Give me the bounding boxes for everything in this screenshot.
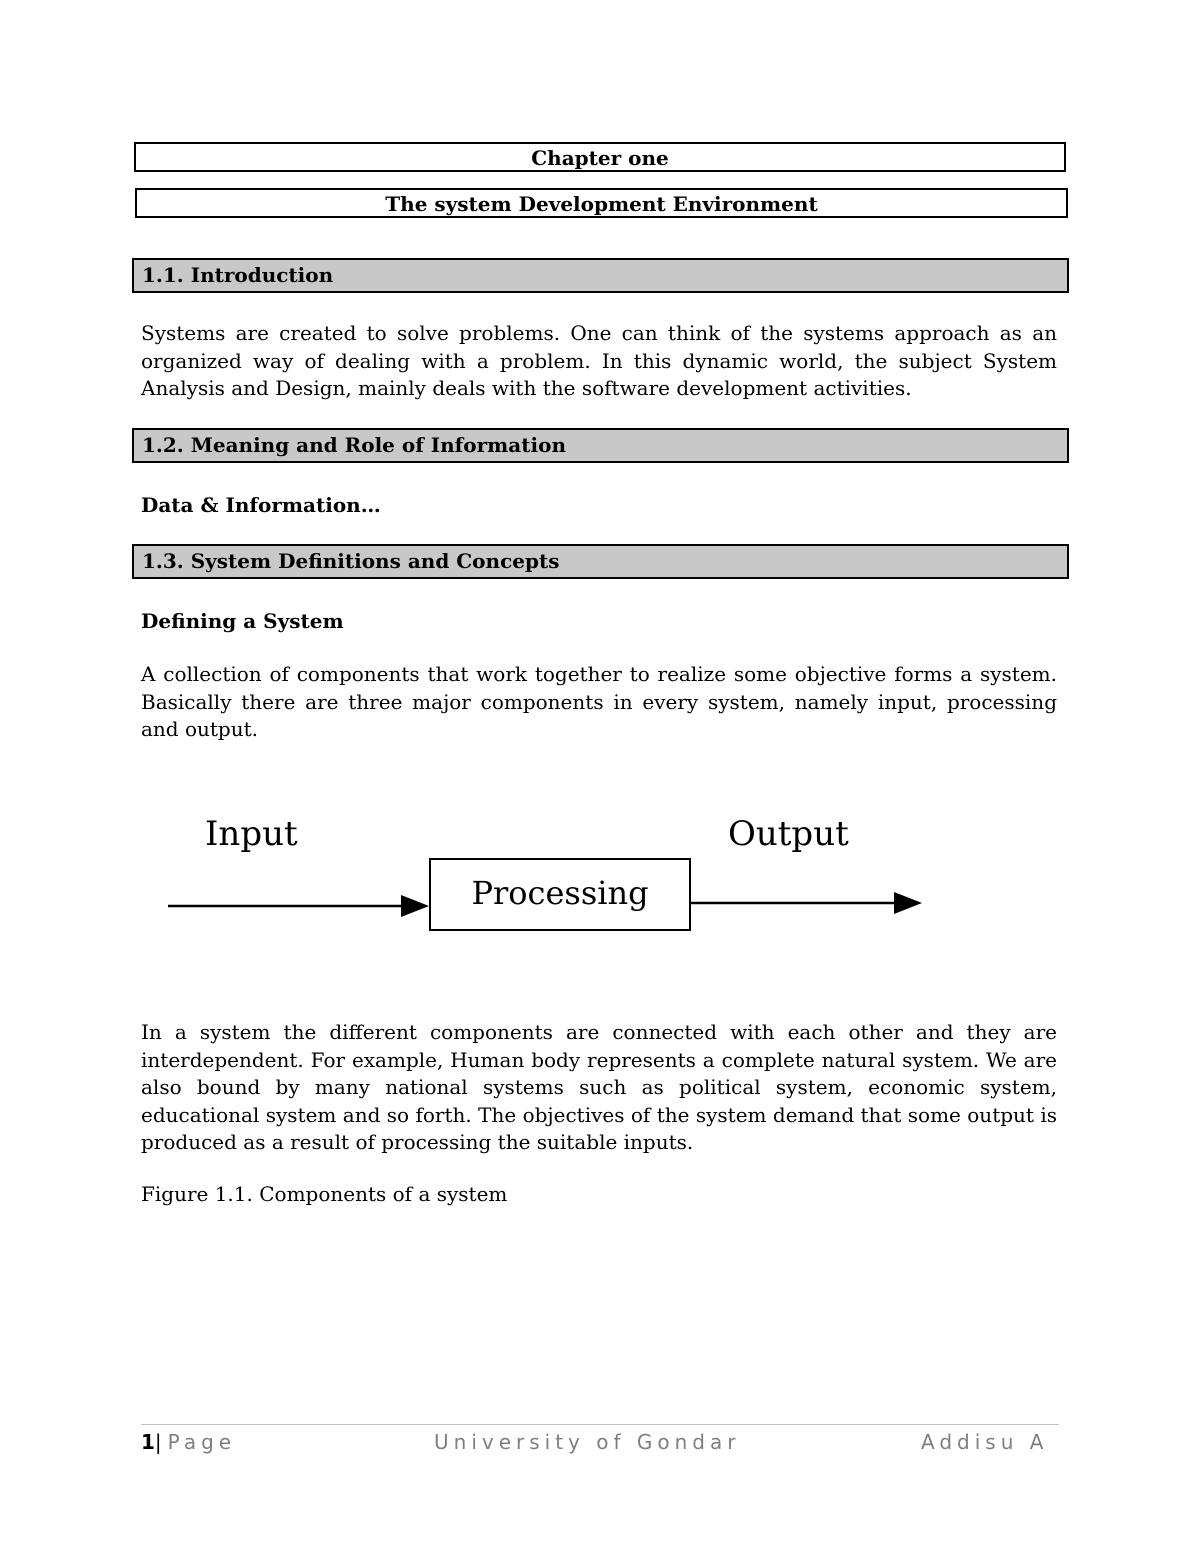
output-arrow-head bbox=[894, 892, 922, 914]
subheading-defining-system: Defining a System bbox=[141, 609, 344, 633]
introduction-paragraph: Systems are created to solve problems. One can think of the systems approach as an organized way of dealing with a problem. In this dynamic world, the subject System Analysis and Design, mainly deals with the software development activities. bbox=[141, 321, 1057, 400]
section-heading-system-definitions bbox=[132, 544, 1069, 579]
system-components-diagram bbox=[150, 800, 950, 960]
figure-caption: Figure 1.1. Components of a system bbox=[141, 1182, 508, 1206]
footer-institution: University of Gondar bbox=[434, 1430, 741, 1454]
footer-page-label: Page bbox=[167, 1430, 237, 1454]
diagram-processing-label: Processing bbox=[471, 874, 649, 912]
footer-page-info bbox=[141, 1428, 236, 1456]
section-heading-introduction bbox=[132, 258, 1069, 293]
interdependence-paragraph: In a system the different components are connected with each other and they are interdependent. For example, Human body represents a complete natural system. We are also bound by many national systems such as political system, economic system, educational system and so forth. The objectives of the system demand that some output is produced as a result of processing the suitable inputs. bbox=[141, 1020, 1057, 1154]
section-heading-text: 1.3. System Definitions and Concepts bbox=[142, 549, 560, 573]
input-arrow-head bbox=[401, 895, 429, 917]
section-heading-text: 1.2. Meaning and Role of Information bbox=[142, 433, 566, 457]
diagram-input-label: Input bbox=[205, 814, 298, 854]
diagram-output-label: Output bbox=[728, 814, 849, 854]
chapter-title: Chapter one bbox=[531, 146, 669, 170]
footer-author: Addisu A bbox=[921, 1430, 1049, 1454]
chapter-subtitle: The system Development Environment bbox=[385, 192, 818, 216]
footer-divider bbox=[141, 1424, 1059, 1425]
subheading-data-information: Data & Information… bbox=[141, 493, 381, 517]
section-heading-text: 1.1. Introduction bbox=[142, 263, 334, 287]
footer-page-number: 1 bbox=[141, 1430, 155, 1454]
chapter-subtitle-box bbox=[135, 188, 1068, 218]
footer-separator: | bbox=[154, 1430, 162, 1454]
chapter-title-box bbox=[134, 142, 1066, 172]
section-heading-information bbox=[132, 428, 1069, 463]
system-definition-paragraph: A collection of components that work together to realize some objective forms a system. Basically there are three major components in every system, namely input, processing and output. bbox=[141, 662, 1057, 741]
